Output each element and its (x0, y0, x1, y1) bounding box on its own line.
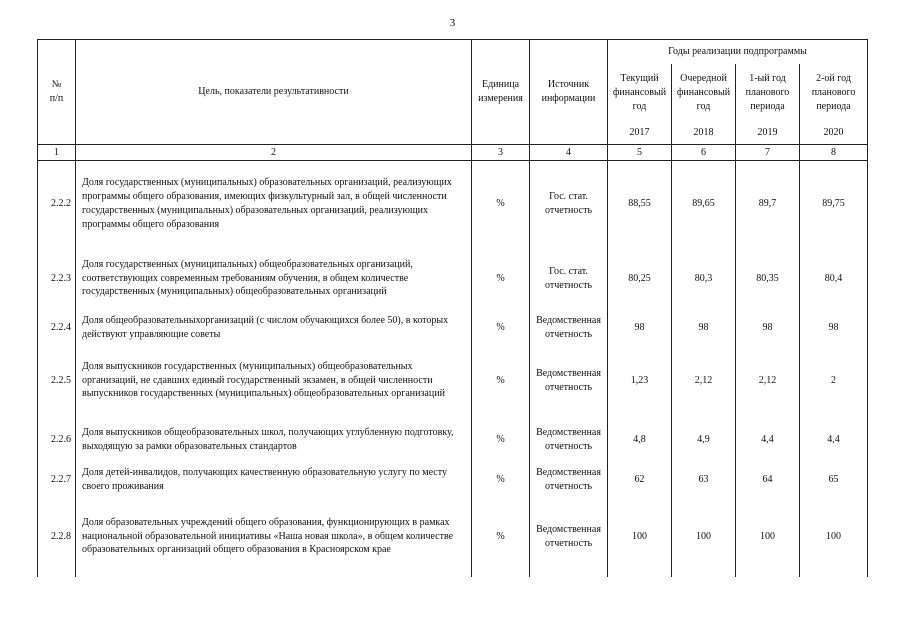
unit-cell: % (472, 463, 530, 497)
source-cell: Ведомственная отчетность (530, 417, 608, 463)
header-goal: Цель, показатели результативности (76, 40, 472, 145)
unit-cell: % (472, 497, 530, 577)
header-year: 2018 (672, 122, 736, 145)
value-2020: 65 (800, 463, 868, 497)
indicator-description: Доля детей-инвалидов, получающих качественную образовательную услугу по месту своего проживания (76, 463, 472, 497)
unit-cell: % (472, 345, 530, 417)
indicators-table (37, 39, 868, 577)
table-row (38, 311, 868, 345)
header-year: 2020 (800, 122, 868, 145)
indicator-rows (38, 161, 868, 577)
unit-cell: % (472, 247, 530, 311)
value-2019: 89,7 (736, 161, 800, 247)
value-2020: 80,4 (800, 247, 868, 311)
value-2018: 89,65 (672, 161, 736, 247)
header-years-group: Годы реализации подпрограммы (608, 40, 868, 65)
unit-cell: % (472, 311, 530, 345)
column-number: 5 (608, 145, 672, 161)
value-2018: 63 (672, 463, 736, 497)
page-number: 3 (449, 17, 456, 29)
unit-cell: % (472, 161, 530, 247)
value-2019: 80,35 (736, 247, 800, 311)
value-2020: 4,4 (800, 417, 868, 463)
row-number: 2.2.5 (38, 345, 76, 417)
table-row (38, 161, 868, 247)
header-year-label: 2-ой год планового периода (800, 64, 868, 122)
column-number: 2 (76, 145, 472, 161)
value-2018: 4,9 (672, 417, 736, 463)
value-2018: 80,3 (672, 247, 736, 311)
table-row (38, 497, 868, 577)
table-row (38, 345, 868, 417)
source-cell: Ведомственная отчетность (530, 311, 608, 345)
value-2020: 2 (800, 345, 868, 417)
row-number: 2.2.7 (38, 463, 76, 497)
column-number: 7 (736, 145, 800, 161)
value-2017: 98 (608, 311, 672, 345)
column-number: 6 (672, 145, 736, 161)
header-no: № п/п (38, 40, 76, 145)
indicator-description: Доля общеобразовательныхорганизаций (с числом обучающихся более 50), в которых действуют управляющие советы (76, 311, 472, 345)
column-number: 4 (530, 145, 608, 161)
row-number: 2.2.8 (38, 497, 76, 577)
value-2019: 64 (736, 463, 800, 497)
value-2018: 2,12 (672, 345, 736, 417)
header-year-label: Очередной финансовый год (672, 64, 736, 122)
value-2017: 88,55 (608, 161, 672, 247)
value-2019: 2,12 (736, 345, 800, 417)
column-number: 8 (800, 145, 868, 161)
value-2019: 4,4 (736, 417, 800, 463)
header-source: Источник информации (530, 40, 608, 145)
header-year-label: Текущий финансовый год (608, 64, 672, 122)
source-cell: Гос. стат. отчетность (530, 247, 608, 311)
indicator-description: Доля государственных (муниципальных) общеобразовательных организаций, соответствующих современным требованиям обучения, в общем количестве государственных (муниципальных) общеобразовательных организаций (76, 247, 472, 311)
value-2018: 100 (672, 497, 736, 577)
source-cell: Ведомственная отчетность (530, 345, 608, 417)
value-2017: 4,8 (608, 417, 672, 463)
row-number: 2.2.6 (38, 417, 76, 463)
value-2017: 1,23 (608, 345, 672, 417)
indicator-description: Доля выпускников общеобразовательных школ, получающих углубленную подготовку, выходящую за рамки образовательных стандартов (76, 417, 472, 463)
table-row (38, 463, 868, 497)
value-2020: 89,75 (800, 161, 868, 247)
column-number: 1 (38, 145, 76, 161)
header-unit: Единица измерения (472, 40, 530, 145)
row-number: 2.2.3 (38, 247, 76, 311)
value-2017: 80,25 (608, 247, 672, 311)
row-number: 2.2.4 (38, 311, 76, 345)
value-2017: 100 (608, 497, 672, 577)
value-2019: 98 (736, 311, 800, 345)
header-year-label: 1-ый год планового периода (736, 64, 800, 122)
row-number: 2.2.2 (38, 161, 76, 247)
header-year: 2019 (736, 122, 800, 145)
value-2017: 62 (608, 463, 672, 497)
value-2019: 100 (736, 497, 800, 577)
indicator-description: Доля образовательных учреждений общего образования, функционирующих в рамках национальной образовательной инициативы «Наша новая школа», в общем количестве образовательных организаций общего образования в Красноярском крае (76, 497, 472, 577)
column-number: 3 (472, 145, 530, 161)
value-2020: 98 (800, 311, 868, 345)
table-row (38, 417, 868, 463)
indicator-description: Доля государственных (муниципальных) образовательных организаций, реализующих программы общего образования, имеющих физкультурный зал, в общей численности государственных (муниципальных) образовательных организаций, реализующих программы общего образования (76, 161, 472, 247)
indicator-description: Доля выпускников государственных (муниципальных) общеобразовательных организаций, не сдавших единый государственный экзамен, в общей численности выпускников государственных (муниципальных) общеобразовательных организаций (76, 345, 472, 417)
source-cell: Ведомственная отчетность (530, 497, 608, 577)
table-row (38, 247, 868, 311)
value-2018: 98 (672, 311, 736, 345)
header-year: 2017 (608, 122, 672, 145)
unit-cell: % (472, 417, 530, 463)
value-2020: 100 (800, 497, 868, 577)
source-cell: Гос. стат. отчетность (530, 161, 608, 247)
source-cell: Ведомственная отчетность (530, 463, 608, 497)
